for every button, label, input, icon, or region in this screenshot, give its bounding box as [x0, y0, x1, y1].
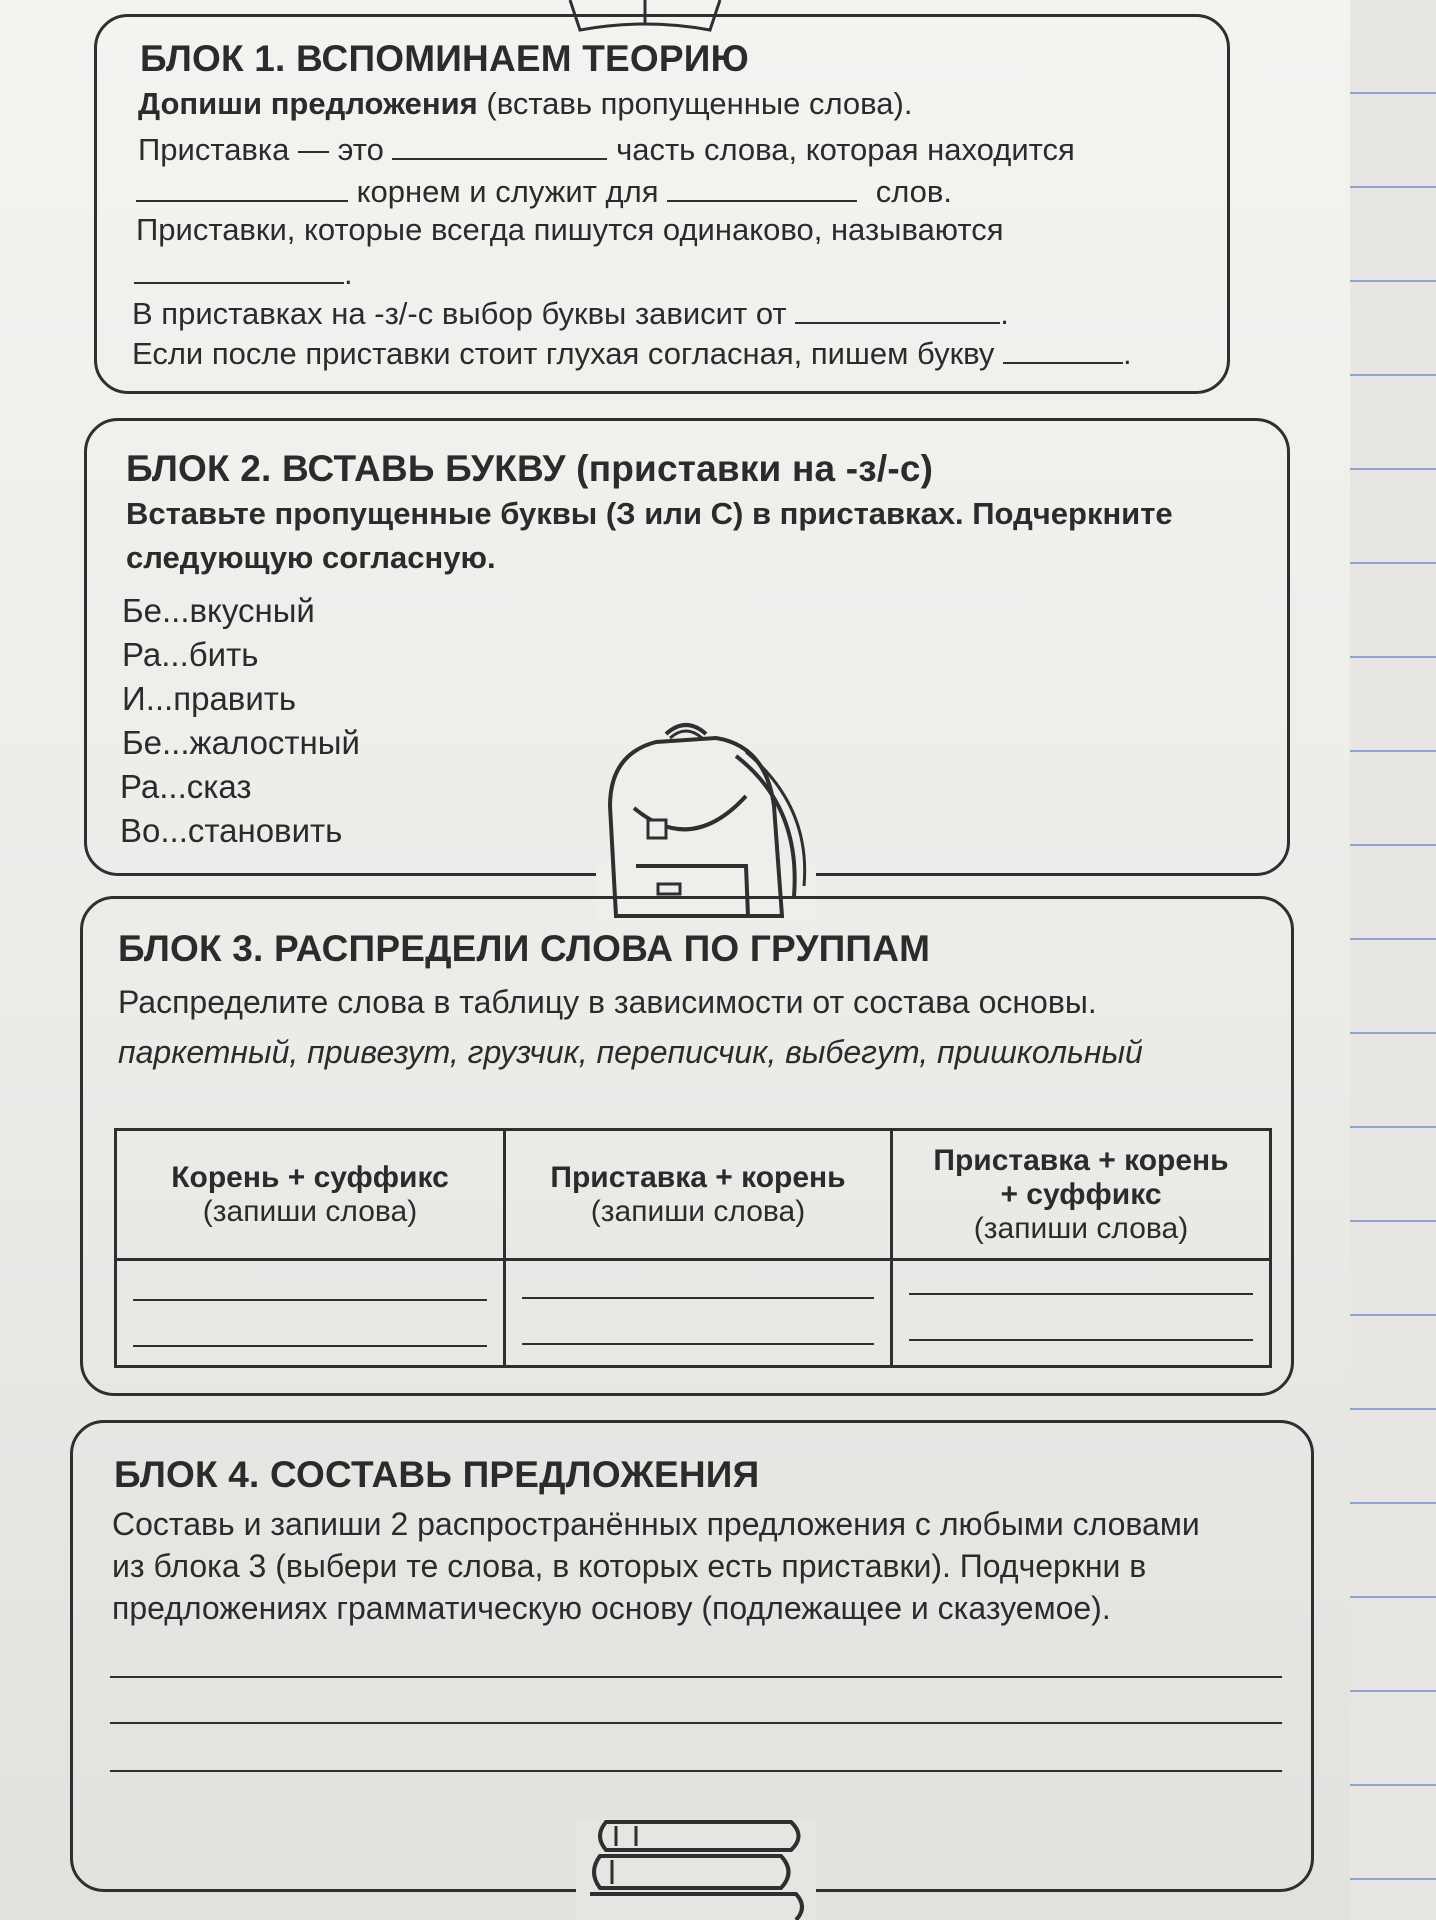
fill-blank[interactable] — [667, 199, 857, 202]
answer-cell[interactable] — [116, 1260, 505, 1367]
header-sub: (запиши слова) — [973, 1211, 1189, 1245]
block-4-instruction-2: из блока 3 (выбери те слова, в которых есть приставки). Подчеркни в — [112, 1548, 1147, 1584]
notebook-edge-background — [1350, 0, 1436, 1920]
block-3-title: БЛОК 3. РАСПРЕДЕЛИ СЛОВА ПО ГРУППАМ — [118, 928, 931, 969]
writing-line[interactable] — [110, 1676, 1282, 1678]
text: корнем и служит для — [356, 174, 659, 209]
sort-table — [114, 1128, 1272, 1368]
header-sub: (запиши слова) — [202, 1194, 418, 1228]
word-item: И...править — [122, 680, 297, 717]
block-2-title: БЛОК 2. ВСТАВЬ БУКВУ (приставки на -з/-с) — [126, 448, 934, 489]
col-root-suffix-header — [116, 1130, 505, 1260]
fill-blank[interactable] — [1003, 361, 1123, 364]
header-label: Приставка + корень — [550, 1160, 846, 1194]
block-1-line-2 — [136, 174, 952, 210]
writing-line[interactable] — [110, 1770, 1282, 1772]
block-3-word-list: паркетный, привезут, грузчик, переписчик, выбегут, пришкольный — [118, 1034, 1143, 1070]
writing-line[interactable] — [110, 1722, 1282, 1724]
text: . — [1000, 296, 1009, 331]
answer-line[interactable] — [133, 1345, 487, 1347]
answer-line[interactable] — [133, 1299, 487, 1301]
fill-blank[interactable] — [392, 157, 607, 160]
instruction-rest: (вставь пропущенные слова). — [477, 86, 913, 121]
header-label: Приставка + корень — [933, 1143, 1229, 1177]
block-1-title: БЛОК 1. ВСПОМИНАЕМ ТЕОРИЮ — [140, 38, 749, 79]
answer-cell[interactable] — [505, 1260, 892, 1367]
header-label: Корень + суффикс — [171, 1160, 449, 1194]
header-sub: (запиши слова) — [590, 1194, 806, 1228]
block-1-line-3: Приставки, которые всегда пишутся одинаково, называются — [136, 212, 1004, 247]
block-1-line-6 — [132, 336, 1132, 372]
fill-blank[interactable] — [136, 199, 348, 202]
word-item: Ра...бить — [122, 636, 259, 673]
block-3-instruction: Распределите слова в таблицу в зависимости от состава основы. — [118, 984, 1097, 1020]
answer-line[interactable] — [909, 1339, 1253, 1341]
fill-blank[interactable] — [134, 281, 344, 284]
block-1-instruction — [138, 86, 912, 122]
block-1-line-1 — [138, 132, 1075, 168]
header-label: + суффикс — [1000, 1177, 1162, 1211]
answer-line[interactable] — [522, 1343, 874, 1345]
word-item: Ра...сказ — [120, 768, 252, 805]
instruction-bold: Допиши предложения — [138, 86, 478, 121]
block-4-instruction-1: Составь и запиши 2 распространённых предложения с любыми словами — [112, 1506, 1200, 1542]
text: Если после приставки стоит глухая согласная, пишем букву — [132, 336, 995, 371]
word-item: Бе...вкусный — [122, 592, 315, 629]
text: слов. — [875, 174, 953, 209]
text: . — [344, 256, 353, 291]
word-item: Бе...жалостный — [122, 724, 360, 761]
backpack-icon — [596, 716, 816, 922]
fill-blank[interactable] — [795, 321, 1000, 324]
col-prefix-root-header — [505, 1130, 892, 1260]
text: Приставка — это — [138, 132, 384, 167]
word-item: Во...становить — [120, 812, 343, 849]
col-prefix-root-suffix-header — [892, 1130, 1271, 1260]
block-1-line-5 — [132, 296, 1009, 332]
answer-line[interactable] — [522, 1297, 874, 1299]
text: часть слова, которая находится — [616, 132, 1075, 167]
answer-cell[interactable] — [892, 1260, 1271, 1367]
book-stack-icon — [576, 1806, 816, 1920]
answer-line[interactable] — [909, 1293, 1253, 1295]
block-1-line-4 — [134, 256, 353, 292]
text: . — [1123, 336, 1132, 371]
block-4-title: БЛОК 4. СОСТАВЬ ПРЕДЛОЖЕНИЯ — [114, 1454, 760, 1495]
block-2-instruction-1: Вставьте пропущенные буквы (З или С) в приставках. Подчеркните — [126, 496, 1173, 531]
block-4-instruction-3: предложениях грамматическую основу (подлежащее и сказуемое). — [112, 1590, 1111, 1626]
text: В приставках на -з/-с выбор буквы зависит от — [132, 296, 787, 331]
block-2-instruction-2: следующую согласную. — [126, 540, 496, 575]
